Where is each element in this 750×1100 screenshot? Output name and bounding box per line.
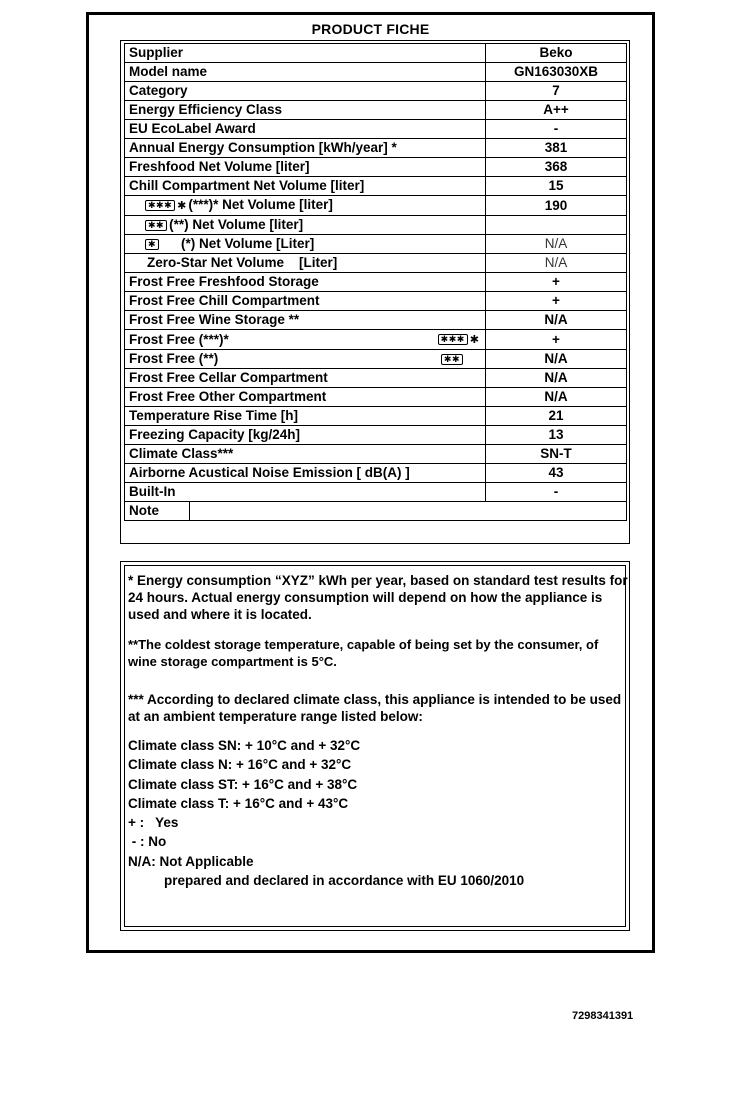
table-row bbox=[125, 445, 627, 464]
table-row bbox=[125, 483, 627, 502]
climate-sn: Climate class SN: + 10°C and + 32°C bbox=[128, 738, 361, 753]
star-icon: ✱ bbox=[469, 334, 479, 346]
row-value: N/A bbox=[486, 350, 627, 369]
note-cell bbox=[125, 502, 627, 521]
row-label: Zero-Star Net Volume [Liter] bbox=[125, 254, 486, 273]
row-label: (**) Net Volume [liter] bbox=[169, 217, 304, 232]
notes-text bbox=[128, 572, 628, 890]
row-label: Frost Free Other Compartment bbox=[125, 388, 486, 407]
row-value: - bbox=[486, 120, 627, 139]
row-label: EU EcoLabel Award bbox=[125, 120, 486, 139]
table-row bbox=[125, 369, 627, 388]
table-row bbox=[125, 196, 627, 216]
energy-note: * Energy consumption “XYZ” kWh per year, based on standard test results for 24 hours. Actual energy consumption will depend on how the appliance is used and where it is located. bbox=[128, 573, 628, 622]
note-row bbox=[125, 502, 627, 521]
legend-no: - : No bbox=[128, 834, 167, 850]
star-icon: ✱ bbox=[177, 200, 187, 212]
spec-table bbox=[124, 43, 627, 521]
note-value bbox=[190, 502, 626, 520]
table-row bbox=[125, 216, 627, 235]
row-value: 368 bbox=[486, 158, 627, 177]
row-label: Frost Free (***)* bbox=[129, 331, 229, 347]
one-star-freezer-icon: ✱ bbox=[145, 239, 159, 250]
table-row bbox=[125, 407, 627, 426]
row-label: (***)* Net Volume [liter] bbox=[188, 197, 333, 212]
row-label: Built-In bbox=[125, 483, 486, 502]
row-value: N/A bbox=[486, 311, 627, 330]
row-label: Airborne Acustical Noise Emission [ dB(A) ] bbox=[125, 464, 486, 483]
table-row bbox=[125, 350, 627, 369]
table-row bbox=[125, 101, 627, 120]
table-row bbox=[125, 254, 627, 273]
row-value: GN163030XB bbox=[486, 63, 627, 82]
row-value: Beko bbox=[486, 44, 627, 63]
table-row bbox=[125, 177, 627, 196]
row-label: Frost Free Wine Storage ** bbox=[125, 311, 486, 330]
climate-st: Climate class ST: + 16°C and + 38°C bbox=[128, 776, 358, 792]
row-value: - bbox=[486, 483, 627, 502]
climate-note: *** According to declared climate class, this appliance is intended to be used at an ambient temperature range listed below: bbox=[128, 692, 622, 724]
row-value: N/A bbox=[486, 254, 627, 273]
climate-n: Climate class N: + 16°C and + 32°C bbox=[128, 757, 352, 773]
row-value: 190 bbox=[486, 196, 627, 216]
note-label: Note bbox=[125, 502, 190, 520]
row-label-cell bbox=[125, 216, 486, 235]
row-label: Annual Energy Consumption [kWh/year] * bbox=[125, 139, 486, 158]
row-label: Freezing Capacity [kg/24h] bbox=[125, 426, 486, 445]
row-label-cell bbox=[125, 350, 486, 369]
table-row bbox=[125, 44, 627, 63]
row-label-cell bbox=[125, 235, 486, 254]
table-row bbox=[125, 426, 627, 445]
row-label: Temperature Rise Time [h] bbox=[125, 407, 486, 426]
row-label: Energy Efficiency Class bbox=[125, 101, 486, 120]
row-value: 13 bbox=[486, 426, 627, 445]
two-star-freezer-icon: ✱✱ bbox=[441, 354, 463, 365]
table-row bbox=[125, 388, 627, 407]
climate-t: Climate class T: + 16°C and + 43°C bbox=[128, 795, 349, 811]
legend-yes: + : Yes bbox=[128, 815, 179, 831]
document-code: 7298341391 bbox=[572, 1010, 634, 1022]
row-label: Freshfood Net Volume [liter] bbox=[125, 158, 486, 177]
wine-note: **The coldest storage temperature, capable of being set by the consumer, of wine storage compartment is 5°C. bbox=[128, 637, 599, 669]
notes-box bbox=[120, 561, 630, 931]
row-value: 7 bbox=[486, 82, 627, 101]
table-row bbox=[125, 311, 627, 330]
row-label: Frost Free Chill Compartment bbox=[125, 292, 486, 311]
table-row bbox=[125, 235, 627, 254]
table-row bbox=[125, 158, 627, 177]
three-star-freezer-icon: ✱✱✱ bbox=[438, 334, 468, 345]
row-label: Supplier bbox=[125, 44, 486, 63]
row-value: 43 bbox=[486, 464, 627, 483]
row-label: Category bbox=[125, 82, 486, 101]
table-row bbox=[125, 273, 627, 292]
table-row bbox=[125, 464, 627, 483]
row-label: Frost Free Freshfood Storage bbox=[125, 273, 486, 292]
legend-na: N/A: Not Applicable bbox=[128, 853, 254, 869]
table-row bbox=[125, 139, 627, 158]
row-value: 21 bbox=[486, 407, 627, 426]
page-title: PRODUCT FICHE bbox=[311, 21, 430, 37]
row-value: + bbox=[486, 292, 627, 311]
row-label: Frost Free Cellar Compartment bbox=[125, 369, 486, 388]
row-label-cell bbox=[125, 330, 486, 350]
declaration: prepared and declared in accordance with EU 1060/2010 bbox=[164, 873, 525, 889]
row-label: Chill Compartment Net Volume [liter] bbox=[125, 177, 486, 196]
table-row bbox=[125, 63, 627, 82]
row-value: N/A bbox=[486, 235, 627, 254]
row-value: SN-T bbox=[486, 445, 627, 464]
row-value: + bbox=[486, 273, 627, 292]
row-value: A++ bbox=[486, 101, 627, 120]
row-label-cell bbox=[125, 196, 486, 216]
row-value: 15 bbox=[486, 177, 627, 196]
table-row bbox=[125, 120, 627, 139]
row-label: Frost Free (**) bbox=[129, 351, 219, 366]
row-label: Model name bbox=[125, 63, 486, 82]
row-value: N/A bbox=[486, 388, 627, 407]
two-star-freezer-icon: ✱✱ bbox=[145, 220, 167, 231]
three-star-freezer-icon: ✱✱✱ bbox=[145, 200, 175, 211]
table-row bbox=[125, 330, 627, 350]
row-value: 381 bbox=[486, 139, 627, 158]
row-label: Climate Class*** bbox=[125, 445, 486, 464]
table-row bbox=[125, 292, 627, 311]
row-value: + bbox=[486, 330, 627, 350]
table-row bbox=[125, 82, 627, 101]
row-label: (*) Net Volume [Liter] bbox=[181, 236, 315, 251]
row-value: N/A bbox=[486, 369, 627, 388]
row-value bbox=[486, 216, 627, 235]
